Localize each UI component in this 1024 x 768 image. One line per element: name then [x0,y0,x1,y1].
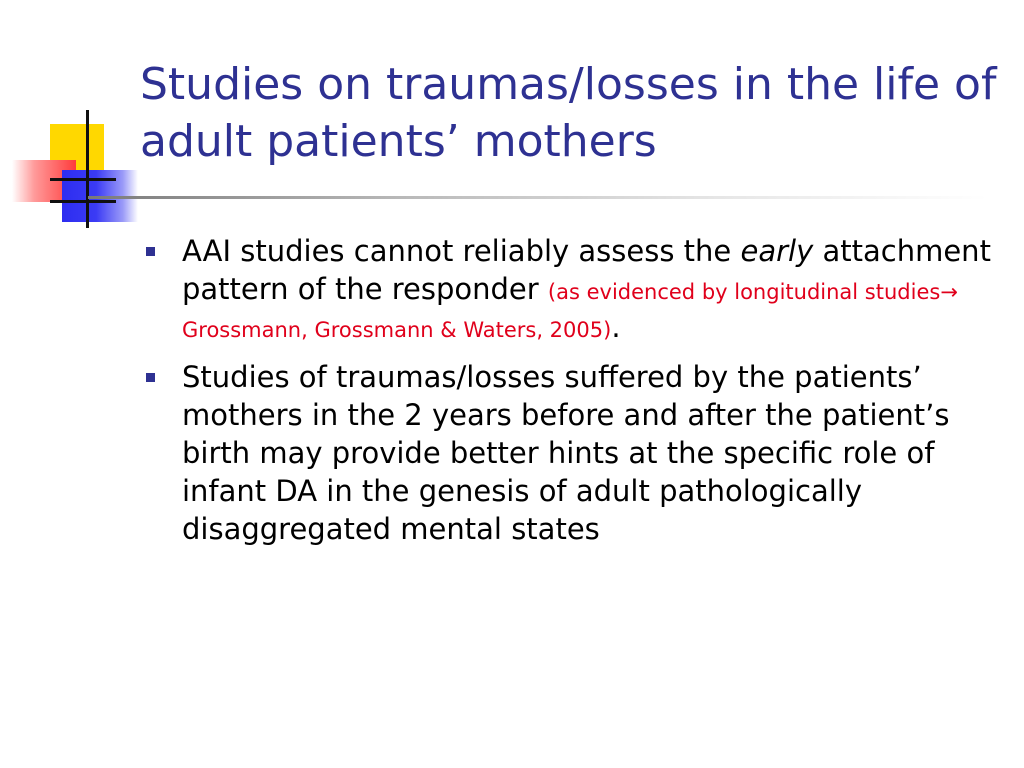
slide-title: Studies on traumas/losses in the life of adult patients’ mothers [140,59,997,167]
bullet-1-text-continued: attachment pattern of the responder [182,234,991,306]
bullet-2-text: Studies of traumas/losses suffered by the patients’ mothers in the 2 years before and after the patient’s birth may provide better hints at the specific role of infant DA in the genesis of adult pathologically disaggregated mental states [182,360,950,546]
bullet-1-emphasis: early [740,234,814,268]
citation-close: Grossmann, Grossmann & Waters, 2005) [182,318,612,342]
bullet-list [146,232,1006,560]
bullet-item-2 [146,358,1006,548]
decorative-horizontal-line-top [50,178,116,181]
bullet-item-1 [146,232,1006,346]
square-bullet-icon [146,247,155,256]
decorative-horizontal-line-bottom [50,200,116,203]
square-bullet-icon [146,373,155,382]
bullet-1-text: AAI studies cannot reliably assess the [182,234,741,268]
arrow-right-icon: → [940,280,958,304]
title-underline-rule [88,196,988,199]
bullet-1-trailing-period: . [611,310,621,344]
citation-open: (as evidenced by longitudinal studies [547,280,941,304]
decorative-vertical-line [86,110,89,228]
